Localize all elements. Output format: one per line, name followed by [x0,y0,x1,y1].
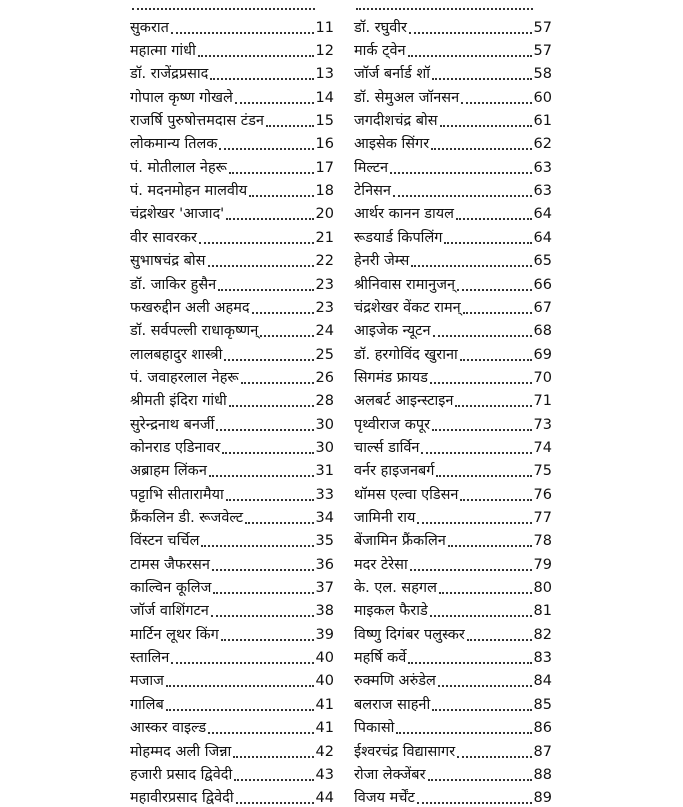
toc-entry-page-number: 20 [315,206,334,223]
toc-entry [354,153,552,176]
toc-entry-page-number: 35 [315,533,334,550]
toc-entry [354,13,552,36]
dot-leader [171,661,313,664]
dot-leader [166,708,314,711]
toc-entry-page-number: 41 [315,696,334,713]
dot-leader [455,404,531,407]
toc-entry [354,667,552,690]
toc-entry-page-number: 60 [533,89,552,106]
toc-entry [354,247,552,270]
toc-entry [130,480,334,503]
dot-leader [396,731,531,734]
toc-entry-page-number: 33 [315,486,334,503]
dot-leader [213,591,313,594]
toc-entry [354,480,552,503]
dot-leader [439,591,532,594]
toc-entry [354,340,552,363]
dot-leader [221,638,314,641]
toc-entry-page-number: 86 [533,720,552,737]
dot-leader [410,568,532,571]
toc-entry [130,457,334,480]
toc-entry-page-number: 17 [315,159,334,176]
dot-leader [408,54,532,57]
toc-entry-page-number: 81 [533,603,552,620]
dot-leader [456,217,532,220]
toc-entry-name: फ्रैंकलिन डी. रूजवेल्ट [130,510,244,527]
toc-entry-page-number: 83 [533,650,552,667]
dot-leader [241,381,314,384]
toc-entry-name: सुभाषचंद्र बोस [130,253,206,270]
toc-entry [130,340,334,363]
toc-entry [354,200,552,223]
dot-leader [233,755,313,758]
toc-entry [130,714,334,737]
toc-entry-name: डॉ. राजेंद्रप्रसाद [130,66,209,83]
toc-entry-page-number: 64 [533,206,552,223]
toc-entry-page-number: 12 [315,43,334,60]
toc-entry-name: रुक्मणि अरुंडेल [354,673,436,690]
toc-entry-name: हजारी प्रसाद द्विवेदी [130,766,233,783]
toc-entry-page-number: 44 [315,790,334,807]
toc-entry-page-number: 65 [533,253,552,270]
toc-entry-page-number: 77 [533,510,552,527]
toc-entry-name: मदर टेरेसा [354,556,408,573]
toc-entry-name: हेनरी जेम्स [354,253,410,270]
toc-entry-name: महावीरप्रसाद द्विवेदी [130,790,234,807]
toc-entry-name: काल्विन कूलिज [130,580,212,597]
toc-entry [354,410,552,433]
toc-entry-page-number: 75 [533,463,552,480]
toc-entry [354,270,552,293]
toc-entry [354,691,552,714]
dot-leader [229,171,314,174]
toc-entry [354,107,552,130]
toc-entry-name: सुकरात [130,19,169,36]
dot-leader [390,171,531,174]
toc-entry-name: सुरेन्द्रनाथ बनर्जी [130,416,215,433]
toc-entry [354,317,552,340]
toc-entry-page-number: 15 [315,113,334,130]
toc-entry-name: महात्मा गांधी [130,43,196,60]
toc-entry-name: विष्णु दिगंबर पलुस्कर [354,626,465,643]
toc-entry-page-number: 31 [315,463,334,480]
toc-entry-name: चंद्रशेखर 'आजाद' [130,206,225,223]
dot-leader [211,614,314,617]
toc-entry-page-number: 67 [533,299,552,316]
dot-leader [198,54,314,57]
toc-entry-page-number: 40 [315,673,334,690]
toc-entry-name: आर्थर कानन डायल [354,206,454,223]
toc-entry-page-number: 80 [533,580,552,597]
toc-entry-page-number: 57 [533,19,552,36]
toc-entry [130,434,334,457]
toc-entry-page-number: 22 [315,253,334,270]
toc-entry-name: वर्नर हाइजनबर्ग [354,463,435,480]
dot-leader [457,755,531,758]
toc-entry [130,691,334,714]
toc-entry-name: जॉर्ज वाशिंगटन [130,603,209,620]
dot-leader [356,7,533,10]
toc-entry-name: लोकमान्य तिलक [130,136,218,153]
toc-entry-name: अब्राहम लिंकन [130,463,207,480]
toc-entry [130,761,334,784]
toc-entry [354,620,552,643]
toc-entry-page-number: 88 [533,766,552,783]
dot-leader [216,428,313,431]
toc-entry-name: जॉर्ज बर्नार्ड शॉ [354,66,430,83]
dot-leader [235,101,314,104]
dot-leader [171,31,314,34]
dot-leader [409,31,532,34]
toc-entry [130,247,334,270]
toc-entry-page-number: 23 [315,299,334,316]
toc-entry [354,457,552,480]
toc-entry-page-number: 85 [533,696,552,713]
toc-entry [354,434,552,457]
toc-entry [354,644,552,667]
toc-entry-name: पृथ्वीराज कपूर [354,416,431,433]
toc-entry-page-number: 36 [315,556,334,573]
dot-leader [229,404,314,407]
toc-entry [354,784,552,807]
toc-entry [130,504,334,527]
toc-entry-name: जगदीशचंद्र बोस [354,113,438,130]
toc-entry-page-number: 64 [533,229,552,246]
toc-entry-name: फखरुद्दीन अली अहमद [130,299,250,316]
toc-entry-page-number: 76 [533,486,552,503]
dot-leader [444,241,531,244]
toc-entry [354,37,552,60]
toc-entry [130,410,334,433]
toc-entry [130,107,334,130]
toc-entry-name: मिल्टन [354,159,389,176]
toc-entry [130,387,334,410]
toc-entry [130,550,334,573]
toc-entry-name: डॉ. हरगोविंद खुराना [354,346,458,363]
toc-entry-name: मार्टिन लूथर किंग [130,626,219,643]
toc-entry-page-number: 25 [315,346,334,363]
toc-entry [130,130,334,153]
toc-entry-name: श्रीनिवास रामानुजन् [354,276,456,293]
dot-leader [417,521,531,524]
toc-entry [130,60,334,83]
dot-leader [440,124,532,127]
toc-entry-name: के. एल. सहगल [354,580,437,597]
toc-entry-name: बलराज साहनी [354,696,431,713]
toc-entry-page-number: 79 [533,556,552,573]
toc-entry-page-number: 38 [315,603,334,620]
toc-entry-page-number: 69 [533,346,552,363]
dot-leader [411,264,531,267]
toc-entry [130,784,334,807]
toc-entry [130,200,334,223]
toc-entry [354,550,552,573]
dot-leader [219,147,313,150]
toc-entry-page-number: 18 [315,183,334,200]
toc-entry [130,737,334,760]
toc-entry-name: टेनिसन [354,183,391,200]
dot-leader [438,684,532,687]
toc-entry-name: पट्टाभि सीतारामैया [130,486,224,503]
dot-leader [208,264,314,267]
toc-entry [354,387,552,410]
toc-entry [354,364,552,387]
toc-entry-name: पिकासो [354,720,395,737]
toc-entry [130,527,334,550]
toc-entry-name: डॉ. सेमुअल जॉनसन [354,89,460,106]
dot-leader [209,474,314,477]
toc-entry-name: टामस जैफरसन [130,556,210,573]
dot-leader [210,77,313,80]
dot-leader [457,288,532,291]
toc-entry [354,761,552,784]
dot-leader [201,544,313,547]
toc-entry [130,0,334,13]
toc-entry [354,294,552,317]
toc-entry [130,364,334,387]
toc-entry-page-number: 68 [533,323,552,340]
toc-entry [130,620,334,643]
toc-entry-page-number: 63 [533,183,552,200]
toc-entry-page-number: 66 [533,276,552,293]
toc-entry [354,574,552,597]
toc-entry-page-number: 34 [315,510,334,527]
toc-entry-name: लालबहादुर शास्त्री [130,346,223,363]
toc-entry-page-number: 13 [315,66,334,83]
toc-entry-name: आइजेक न्यूटन [354,323,431,340]
toc-entry-name: पं. जवाहरलाल नेहरू [130,369,239,386]
toc-entry [354,83,552,106]
toc-entry [354,737,552,760]
dot-leader [467,638,532,641]
toc-entry [130,224,334,247]
dot-leader [433,334,532,337]
toc-entry-name: आइसेक सिंगर [354,136,430,153]
toc-entry-page-number: 87 [533,743,552,760]
dot-leader [266,124,314,127]
toc-entry-page-number: 63 [533,159,552,176]
toc-entry [130,574,334,597]
toc-entry-name: आस्कर वाइल्ड [130,720,207,737]
dot-leader [408,661,531,664]
dot-leader [393,194,532,197]
toc-entry-page-number: 62 [533,136,552,153]
toc-entry-name: महर्षि कर्वे [354,650,407,667]
toc-entry-name: अलबर्ट आइन्स्टाइन [354,393,454,410]
toc-entry [354,714,552,737]
toc-entry-name: वीर सावरकर [130,229,197,246]
dot-leader [234,778,313,781]
dot-leader [431,147,531,150]
toc-entry-page-number: 23 [315,276,334,293]
toc-entry-page-number: 89 [533,790,552,807]
dot-leader [417,801,532,804]
toc-entry [354,504,552,527]
toc-entry-name: पं. मोतीलाल नेहरू [130,159,227,176]
toc-entry [130,83,334,106]
dot-leader [166,684,314,687]
dot-leader [199,241,314,244]
toc-entry [130,644,334,667]
toc-entry-page-number: 30 [315,439,334,456]
toc-entry-page-number: 74 [533,439,552,456]
toc-entry-name: रूडयार्ड किपलिंग [354,229,443,246]
toc-entry-page-number: 37 [315,580,334,597]
toc-entry [130,317,334,340]
toc-entry-page-number: 40 [315,650,334,667]
toc-entry-name: राजर्षि पुरुषोत्तमदास टंडन [130,113,264,130]
toc-entry-name: मार्क ट्वेन [354,43,406,60]
toc-entry-name: श्रीमती इंदिरा गांधी [130,393,227,410]
toc-entry [354,597,552,620]
dot-leader [428,778,532,781]
toc-entry-name: डॉ. रघुवीर [354,19,407,36]
toc-entry-page-number: 71 [533,393,552,410]
toc-entry-name: मोहम्मद अली जिन्ना [130,743,232,760]
toc-entry-page-number: 21 [315,229,334,246]
toc-entry-name: रोजा लेक्जेंबर [354,766,426,783]
dot-leader [432,428,532,431]
toc-entry-name: स्तालिन [130,650,170,667]
toc-entry-page-number: 28 [315,393,334,410]
toc-entry-page-number: 61 [533,113,552,130]
toc-entry-page-number: 39 [315,626,334,643]
toc-entry [130,597,334,620]
toc-entry-page-number: 30 [315,416,334,433]
toc-entry-name: विजय मर्चेंट [354,790,415,807]
toc-entry-page-number: 24 [315,323,334,340]
toc-entry [354,177,552,200]
toc-entry-name: गालिब [130,696,164,713]
dot-leader [460,358,532,361]
toc-entry-page-number: 26 [315,369,334,386]
toc-entry-name: चार्ल्स डार्विन [354,439,420,456]
toc-entry [130,294,334,317]
toc-entry-name: ईश्वरचंद्र विद्यासागर [354,743,456,760]
dot-leader [249,194,313,197]
dot-leader [208,731,313,734]
dot-leader [448,544,532,547]
toc-entry [130,153,334,176]
toc-entry-name: विंस्टन चर्चिल [130,533,200,550]
toc-entry-name: पं. मदनमोहन मालवीय [130,183,248,200]
toc-entry [354,130,552,153]
dot-leader [460,498,531,501]
toc-entry-page-number: 73 [533,416,552,433]
dot-leader [461,101,531,104]
dot-leader [432,77,532,80]
dot-leader [432,708,531,711]
toc-entry-name: बेंजामिन फ्रैंकलिन [354,533,446,550]
dot-leader [218,288,313,291]
toc-entry-page-number: 42 [315,743,334,760]
dot-leader [226,498,314,501]
toc-entry [354,60,552,83]
toc-entry-name: जामिनी राय [354,510,416,527]
toc-entry-page-number: 82 [533,626,552,643]
toc-entry-name: कोनराड एडिनावर [130,439,221,456]
toc-entry [354,527,552,550]
dot-leader [222,451,313,454]
toc-entry-name: चंद्रशेखर वेंकट रामन् [354,299,461,316]
dot-leader [132,7,315,10]
dot-leader [430,614,532,617]
dot-leader [463,311,532,314]
toc-entry-name: माइकल फैराडे [354,603,428,620]
toc-entry [354,0,552,13]
dot-leader [421,451,531,454]
dot-leader [224,358,313,361]
toc-entry [130,270,334,293]
toc-entry-page-number: 14 [315,89,334,106]
toc-entry-name: थॉमस एल्वा एडिसन [354,486,459,503]
toc-entry-name: डॉ. जाकिर हुसैन [130,276,217,293]
dot-leader [260,334,313,337]
toc-entry-page-number: 57 [533,43,552,60]
toc-entry-page-number: 78 [533,533,552,550]
dot-leader [436,474,531,477]
toc-entry-page-number: 41 [315,720,334,737]
toc-entry [354,224,552,247]
toc-entry [130,177,334,200]
toc-entry-page-number: 84 [533,673,552,690]
dot-leader [212,568,314,571]
toc-entry-page-number: 16 [315,136,334,153]
toc-entry [130,37,334,60]
dot-leader [252,311,314,314]
toc-entry-page-number: 70 [533,369,552,386]
toc-entry-page-number: 43 [315,766,334,783]
dot-leader [226,217,313,220]
toc-entry-page-number: 58 [533,66,552,83]
toc-entry [130,667,334,690]
dot-leader [430,381,532,384]
dot-leader [245,521,314,524]
toc-entry-name: डॉ. सर्वपल्ली राधाकृष्णन् [130,323,259,340]
toc-entry-name: गोपाल कृष्ण गोखले [130,89,233,106]
toc-entry [130,13,334,36]
toc-entry-name: सिगमंड फ्रायड [354,369,428,386]
dot-leader [236,801,314,804]
toc-entry-page-number: 11 [315,19,334,36]
toc-entry-name: मजाज [130,673,164,690]
